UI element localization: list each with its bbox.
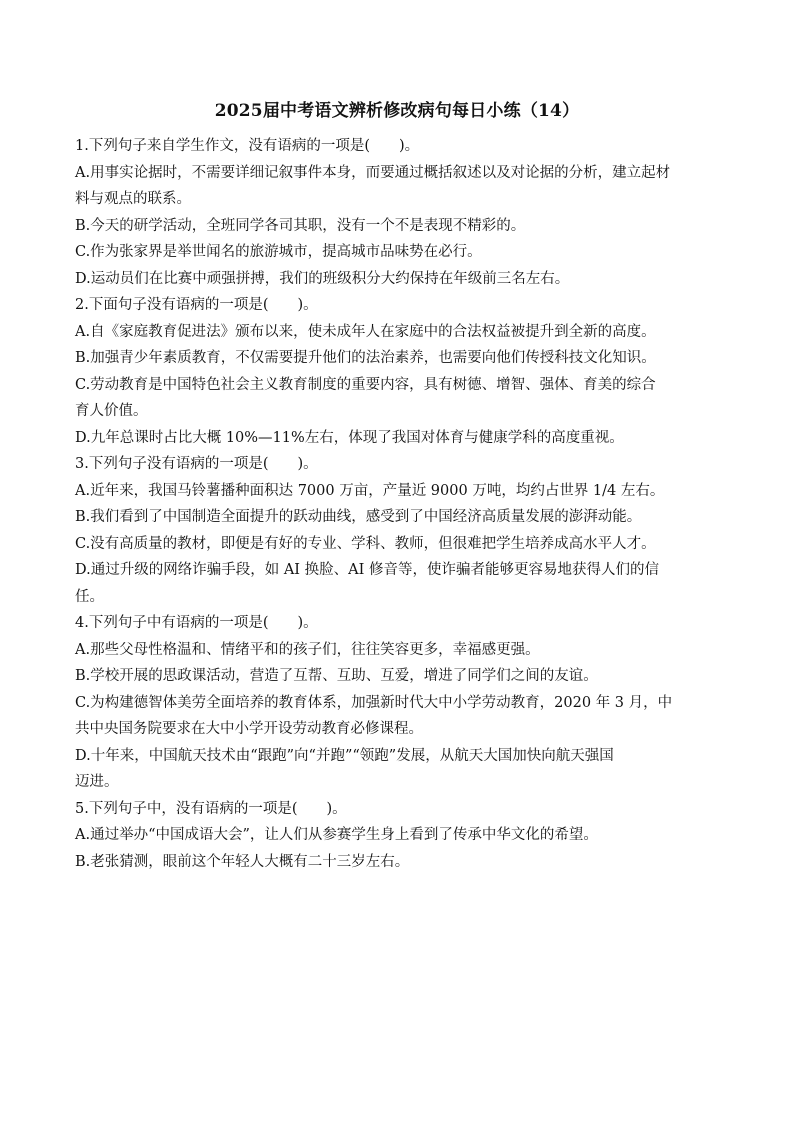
page-title: 2025届中考语文辨析修改病句每日小练（14） [214,101,580,121]
question-list [75,133,720,875]
question-2-option-b: B.加强青少年素质教育，不仅需要提升他们的法治素养，也需要向他们传授科技文化知识。 [75,350,656,366]
question-2-option-a: A.自《家庭教育促进法》颁布以来，使未成年人在家庭中的合法权益被提升到全新的高度。 [75,323,656,340]
question-4-option-c-continued: 共中央国务院要求在大中小学开设劳动教育必修课程。 [75,721,423,737]
question-4-option-d: D.十年来，中国航天技术由“跟跑”向“并跑”“领跑”发展，从航天大国加快向航天强国 [75,747,614,764]
question-5-stem: 5.下列句子中，没有语病的一项是( )。 [75,800,347,817]
question-4-option-d-continued: 迈进。 [75,774,119,790]
question-5-option-a: A.通过举办“中国成语大会”，让人们从参赛学生身上看到了传承中华文化的希望。 [75,827,598,843]
question-2-option-c: C.劳动教育是中国特色社会主义教育制度的重要内容，具有树德、增智、强体、育美的综合 [75,376,656,393]
question-1-option-c: C.作为张家界是举世闻名的旅游城市，提高城市品味势在必行。 [75,244,482,260]
question-1-option-b: B.今天的研学活动，全班同学各司其职，没有一个不是表现不精彩的。 [75,217,526,234]
question-4-option-b: B.学校开展的思政课活动，营造了互帮、互助、互爱，增进了同学们之间的友谊。 [75,668,598,684]
question-3-stem: 3.下列句子没有语病的一项是( )。 [75,456,318,472]
question-4-option-c: C.为构建德智体美劳全面培养的教育体系，加强新时代大中小学劳动教育，2020 年 3 月，中 [75,694,673,711]
question-3-option-d: D.通过升级的网络诈骗手段，如 AI 换脸、AI 修音等，使诈骗者能够更容易地获得人们的信 [75,562,659,578]
question-1-option-a: A.用事实论据时，不需要详细记叙事件本身，而要通过概括叙述以及对论据的分析，建立起材 [75,164,671,181]
question-3-option-b: B.我们看到了中国制造全面提升的跃动曲线，感受到了中国经济高质量发展的澎湃动能。 [75,509,642,525]
question-5-option-b: B.老张猜测，眼前这个年轻人大概有二十三岁左右。 [75,853,410,870]
question-1-option-d: D.运动员们在比赛中顽强拼搏，我们的班级积分大约保持在年级前三名左右。 [75,270,570,287]
question-3-option-d-continued: 任。 [75,588,104,605]
question-4-stem: 4.下列句子中有语病的一项是( )。 [75,615,318,631]
question-2-option-d: D.九年总课时占比大概 10%—11%左右，体现了我国对体育与健康学科的高度重视。 [75,429,624,446]
question-3-option-a: A.近年来，我国马铃薯播种面积达 7000 万亩，产量近 9000 万吨，均约占世界 1/4 左右。 [75,482,665,499]
question-1-stem: 1.下列句子来自学生作文，没有语病的一项是( )。 [75,138,420,154]
question-2-stem: 2.下面句子没有语病的一项是( )。 [75,297,318,313]
question-4-option-a: A.那些父母性格温和、情绪平和的孩子们，往往笑容更多，幸福感更强。 [75,641,540,658]
question-2-option-c-continued: 育人价值。 [75,403,148,419]
question-1-option-a-continued: 料与观点的联系。 [75,191,191,207]
question-3-option-c: C.没有高质量的教材，即便是有好的专业、学科、教师，但很难把学生培养成高水平人才。 [75,535,656,552]
